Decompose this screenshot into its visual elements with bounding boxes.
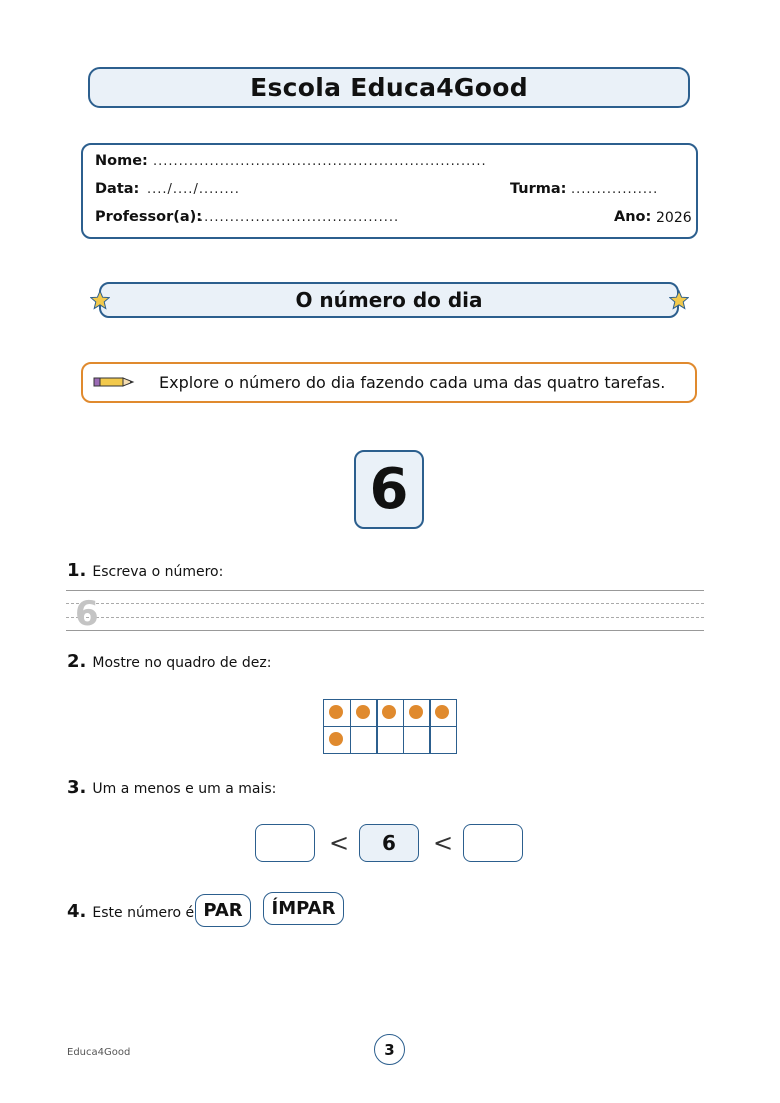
teacher-label: Professor(a): <box>95 209 203 225</box>
question-text: Escreva o número: <box>92 564 224 580</box>
writing-line-dashed <box>66 617 704 618</box>
question-2 <box>67 651 271 672</box>
section-title: O número do dia <box>295 288 483 312</box>
teacher-field[interactable]: ....................................... <box>199 210 400 225</box>
ten-frame-cell[interactable] <box>403 699 431 727</box>
writing-line-dashed <box>66 603 704 604</box>
ten-frame-cell[interactable] <box>429 699 457 727</box>
star-icon-left <box>90 290 110 310</box>
writing-line-bottom <box>66 630 704 631</box>
number-of-day-box <box>354 450 424 529</box>
ten-frame-cell[interactable] <box>376 726 404 754</box>
counter-dot <box>329 732 343 746</box>
student-info-box <box>81 143 698 239</box>
question-number: 2. <box>67 651 87 672</box>
question-text: Este número é <box>92 905 195 921</box>
counter-dot <box>356 705 370 719</box>
page-number-text: 3 <box>384 1040 395 1059</box>
ten-frame-cell[interactable] <box>376 699 404 727</box>
instruction-box <box>81 362 697 403</box>
ten-frame-cell[interactable] <box>323 726 351 754</box>
counter-dot <box>435 705 449 719</box>
less-than-symbol: < <box>329 829 350 857</box>
less-than-symbol: < <box>433 829 454 857</box>
name-field[interactable]: ................................................................. <box>153 154 487 169</box>
date-label: Data: <box>95 181 140 197</box>
class-label: Turma: <box>510 181 567 197</box>
trace-number: 6 <box>75 594 99 634</box>
question-4 <box>67 901 194 922</box>
answer-box-before[interactable] <box>255 824 315 862</box>
question-1 <box>67 560 223 581</box>
middle-number: 6 <box>382 831 396 855</box>
question-number: 1. <box>67 560 87 581</box>
instruction-text: Explore o número do dia fazendo cada uma das quatro tarefas. <box>159 373 666 392</box>
pencil-icon <box>93 376 135 388</box>
ten-frame-cell[interactable] <box>350 699 378 727</box>
school-header <box>88 67 690 108</box>
school-name: Escola Educa4Good <box>250 73 528 102</box>
year-label: Ano: <box>614 209 652 225</box>
name-label: Nome: <box>95 153 148 169</box>
footer-brand: Educa4Good <box>67 1047 131 1058</box>
counter-dot <box>409 705 423 719</box>
year-value: 2026 <box>656 210 692 226</box>
writing-line-top <box>66 590 704 591</box>
question-number: 4. <box>67 901 87 922</box>
question-text: Um a menos e um a mais: <box>92 781 277 797</box>
star-icon-right <box>669 290 689 310</box>
ten-frame-cell[interactable] <box>350 726 378 754</box>
answer-box-after[interactable] <box>463 824 523 862</box>
counter-dot <box>329 705 343 719</box>
option-even-button[interactable]: PAR <box>195 894 251 927</box>
question-3 <box>67 777 276 798</box>
date-field[interactable]: ..../..../........ <box>147 182 240 197</box>
question-text: Mostre no quadro de dez: <box>92 655 272 671</box>
option-odd-button[interactable]: ÍMPAR <box>263 892 344 925</box>
writing-lines[interactable] <box>66 590 704 632</box>
section-title-box <box>99 282 679 318</box>
question-number: 3. <box>67 777 87 798</box>
ten-frame-cell[interactable] <box>429 726 457 754</box>
ten-frame-cell[interactable] <box>403 726 431 754</box>
counter-dot <box>382 705 396 719</box>
class-field[interactable]: ................. <box>571 182 659 197</box>
number-of-day: 6 <box>369 456 409 522</box>
page-number <box>374 1034 405 1065</box>
ten-frame <box>323 699 456 752</box>
middle-number-box <box>359 824 419 862</box>
ten-frame-cell[interactable] <box>323 699 351 727</box>
